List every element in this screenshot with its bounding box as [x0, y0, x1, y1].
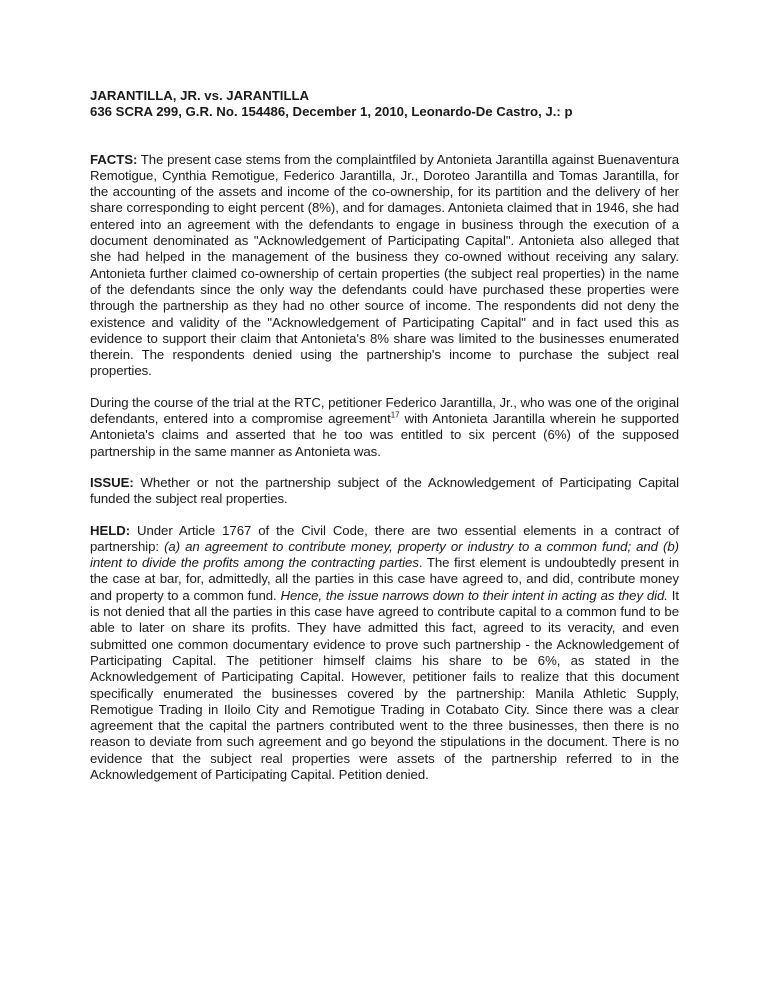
held-text-1: Under Article 1767 of the Civil Code, there are two essential elements in a contract of partnership: — [90, 522, 679, 554]
facts-text: The present case stems from the complaintfiled by Antonieta Jarantilla against Buenaventura Remotigue, Cynthia Remotigue, Federico Jarantilla, Jr., Doroteo Jarantilla and Tomas Jarantilla, for the accounting of the assets and income of the co-ownership, for its partition and the delivery of her share corresponding to eight percent (8%), and for damages. Antonieta claimed that in 1946, she had entered into an agreement with the defendants to engage in business through the execution of a document denominated as "Acknowledgement of Participating Capital". Antonieta also alleged that she had helped in the management of the business they co-owned without receiving any salary. Antonieta further claimed co-ownership of certain properties (the subject real properties) in the name of the defendants since the only way the defendants could have purchased these properties were through the partnership as they had no other source of income. The respondents did not deny the existence and validity of the "Acknowledgement of Participating Capital" and in fact used this as evidence to support their claim that Antonieta's 8% share was limited to the businesses enumerated therein. The respondents denied using the partnership's income to purchase the subject real properties. — [90, 151, 679, 379]
document-page — [90, 88, 679, 798]
case-title: JARANTILLA, JR. vs. JARANTILLA — [90, 88, 310, 103]
trial-paragraph — [90, 395, 679, 460]
held-text-3: It is not denied that all the parties in this case have agreed to contribute capital to a common fund to be able to later on share its profits. They have admitted this fact, agreed to its veracity, and even submitted one common documentary evidence to prove such partnership - the Acknowledgement of Participating Capital. The petitioner himself claims his share to be 6%, as stated in the Acknowledgement of Participating Capital. However, petitioner fails to realize that this document specifically enumerated the businesses covered by the partnership: Manila Athletic Supply, Remotigue Trading in Iloilo City and Remotigue Trading in Cotabato City. Since there was a clear agreement that the capital the partners contributed went to the three businesses, then there is no reason to deviate from such agreement and go beyond the stipulations in the document. There is no evidence that the subject real properties were assets of the partnership referred to in the Acknowledgement of Participating Capital. Petition denied. — [90, 587, 680, 782]
held-italic-elements: (a) an agreement to contribute money, property or industry to a common fund; and (b) intent to divide the profits among the contracting parties — [90, 538, 679, 571]
trial-text-before: During the course of the trial at the RTC, petitioner Federico Jarantilla, Jr., who was one of the original defendants, entered into a compromise agreement — [90, 394, 679, 427]
case-citation: 636 SCRA 299, G.R. No. 154486, December 1, 2010, Leonardo-De Castro, J.: p — [90, 104, 573, 120]
held-text-2: . The first element is undoubtedly present in the case at bar, for, admittedly, all the parties in this case have agreed to, and did, contribute money and property to a common fund. — [90, 555, 679, 603]
facts-paragraph — [90, 152, 679, 380]
issue-paragraph — [90, 475, 679, 508]
facts-label: FACTS: — [90, 151, 138, 167]
issue-text: Whether or not the partnership subject of the Acknowledgement of Participating Capital funded the subject real properties. — [90, 474, 679, 507]
held-label: HELD: — [90, 522, 131, 538]
case-header — [90, 88, 679, 121]
held-italic-issue: Hence, the issue narrows down to their intent in acting as they did. — [280, 587, 668, 603]
held-paragraph — [90, 523, 679, 784]
footnote-marker: 17 — [390, 410, 400, 420]
trial-text-after: with Antonieta Jarantilla wherein he supported Antonieta's claims and asserted that he too was entitled to six percent (6%) of the supposed partnership in the same manner as Antonieta was. — [90, 411, 679, 459]
issue-label: ISSUE: — [90, 474, 134, 490]
